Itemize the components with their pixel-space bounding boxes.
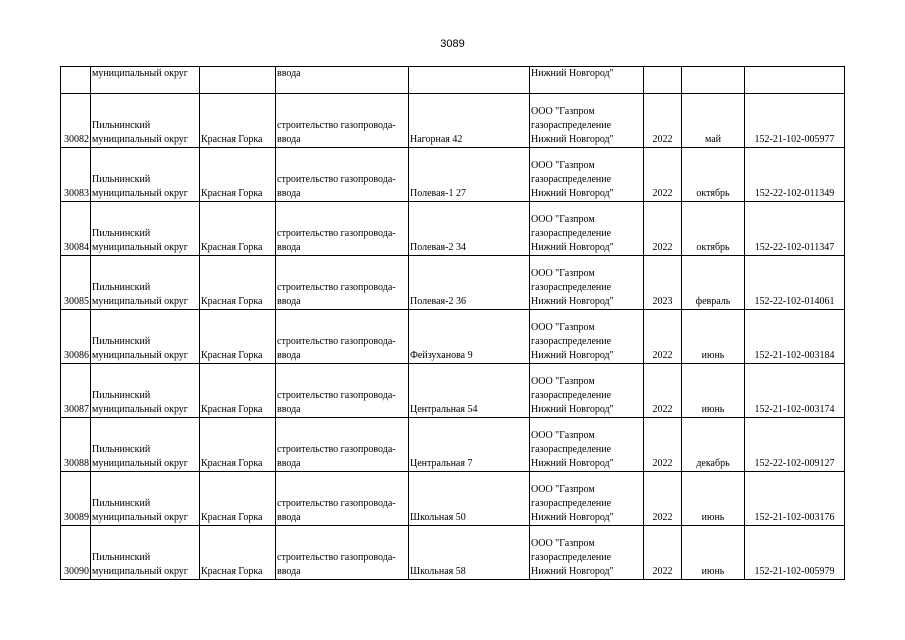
cell-year-text: 2022 [652,188,673,199]
cell-code [745,472,845,526]
cell-settlement-text: Красная Горка [201,566,263,577]
cell-work [276,94,409,148]
cell-num [61,418,91,472]
cell-month [682,94,745,148]
cell-settlement [200,256,276,310]
cell-district [91,418,200,472]
cell-code [745,418,845,472]
cell-address-text: Центральная 54 [410,404,478,415]
cell-address-text: Школьная 50 [410,512,466,523]
cell-month-text: октябрь [696,242,730,253]
cell-code-text: 152-21-102-003174 [754,404,835,415]
cell-month [682,67,745,94]
cell-year [644,202,682,256]
cell-num-text: 30082 [64,134,89,145]
cell-num-text: 30086 [64,350,89,361]
cell-num [61,202,91,256]
cell-org-text: ООО "Газпром газораспределение Нижний Новгород" [531,214,614,253]
cell-year [644,472,682,526]
cell-num [61,364,91,418]
cell-year [644,67,682,94]
cell-num-text: 30088 [64,458,89,469]
cell-code [745,364,845,418]
cell-work-text: строительство газопровода- ввода [277,444,396,469]
cell-org-text: ООО "Газпром газораспределение Нижний Новгород" [531,106,614,145]
cell-month [682,202,745,256]
cell-district [91,364,200,418]
cell-num [61,256,91,310]
cell-settlement [200,67,276,94]
cell-num-text: 30087 [64,404,89,415]
cell-address-text: Полевая-2 34 [410,242,466,253]
cell-work [276,202,409,256]
cell-month [682,364,745,418]
cell-district [91,256,200,310]
cell-year [644,148,682,202]
cell-code [745,256,845,310]
cell-month-text: июнь [701,566,725,577]
cell-work-text: строительство газопровода- ввода [277,552,396,577]
cell-year-text: 2022 [652,566,673,577]
cell-year-text: 2022 [652,134,673,145]
cell-district-text: Пильнинский муниципальный округ [92,336,188,361]
cell-settlement-text: Красная Горка [201,242,263,253]
cell-code-text: 152-22-102-009127 [754,458,835,469]
cell-address [409,310,530,364]
cell-year [644,310,682,364]
cell-district [91,202,200,256]
cell-code-text: 152-21-102-005979 [754,566,835,577]
cell-district-text: Пильнинский муниципальный округ [92,120,188,145]
cell-address [409,202,530,256]
cell-address-text: Нагорная 42 [410,134,463,145]
cell-work-text: строительство газопровода- ввода [277,336,396,361]
cell-address [409,418,530,472]
cell-num [61,472,91,526]
cell-org [530,418,644,472]
cell-org [530,202,644,256]
table-row [61,364,845,418]
cell-work [276,256,409,310]
cell-code-text: 152-21-102-003176 [754,512,835,523]
continuation-row [61,67,845,94]
table-row [61,94,845,148]
cell-district-text: Пильнинский муниципальный округ [92,390,188,415]
cell-month-text: октябрь [696,188,730,199]
cell-year-text: 2022 [652,242,673,253]
cell-year-text: 2022 [652,404,673,415]
cell-settlement-text: Красная Горка [201,188,263,199]
cell-org [530,364,644,418]
cell-settlement [200,418,276,472]
cell-year [644,364,682,418]
cell-org-text: ООО "Газпром газораспределение Нижний Новгород" [531,160,614,199]
cell-code [745,94,845,148]
cell-settlement [200,94,276,148]
cell-address [409,472,530,526]
cell-num-text: 30090 [64,566,89,577]
cell-work: ввода [276,67,409,94]
cell-month [682,526,745,580]
cell-address [409,148,530,202]
cell-settlement-text: Красная Горка [201,134,263,145]
table-row [61,310,845,364]
cell-month [682,472,745,526]
cell-code-text: 152-22-102-011349 [754,188,835,199]
cell-month-text: декабрь [696,458,730,469]
cell-work-text: строительство газопровода- ввода [277,390,396,415]
cell-settlement-text: Красная Горка [201,404,263,415]
cell-org [530,94,644,148]
cell-district [91,310,200,364]
cell-district [91,148,200,202]
cell-settlement [200,526,276,580]
cell-month-text: июнь [701,350,725,361]
cell-month [682,256,745,310]
page-number: 3089 [440,38,465,50]
cell-district-text: Пильнинский муниципальный округ [92,174,188,199]
cell-org [530,148,644,202]
cell-num-text: 30084 [64,242,89,253]
cell-work-text: строительство газопровода- ввода [277,228,396,253]
cell-year-text: 2022 [652,350,673,361]
cell-month-text: май [704,134,722,145]
cell-settlement [200,364,276,418]
cell-settlement [200,148,276,202]
cell-settlement-text: Красная Горка [201,458,263,469]
cell-year [644,418,682,472]
cell-work-text: строительство газопровода- ввода [277,282,396,307]
cell-year-text: 2022 [652,512,673,523]
cell-district [91,526,200,580]
cell-num-text: 30085 [64,296,89,307]
cell-num [61,67,91,94]
cell-month-text: февраль [695,296,731,307]
cell-code-text: 152-22-102-011347 [754,242,835,253]
cell-address-text: Школьная 58 [410,566,466,577]
cell-year-text: 2023 [652,296,673,307]
cell-work-text: строительство газопровода- ввода [277,120,396,145]
registry-table [60,66,845,580]
cell-district [91,94,200,148]
cell-code-text: 152-21-102-005977 [754,134,835,145]
cell-district-text: Пильнинский муниципальный округ [92,282,188,307]
cell-work [276,418,409,472]
cell-address-text: Полевая-1 27 [410,188,466,199]
cell-org-text: ООО "Газпром газораспределение Нижний Новгород" [531,322,614,361]
cell-org [530,526,644,580]
cell-num [61,526,91,580]
table-row [61,148,845,202]
cell-district [91,472,200,526]
cell-code [745,202,845,256]
registry-body [61,67,845,580]
table-row [61,472,845,526]
cell-month [682,148,745,202]
cell-settlement [200,310,276,364]
cell-org-text: ООО "Газпром газораспределение Нижний Новгород" [531,430,614,469]
table-row [61,526,845,580]
cell-org [530,256,644,310]
cell-settlement [200,472,276,526]
cell-district-text: Пильнинский муниципальный округ [92,228,188,253]
cell-month-text: июнь [701,512,725,523]
table-row [61,256,845,310]
cell-num [61,310,91,364]
cell-district-text: Пильнинский муниципальный округ [92,552,188,577]
cell-month-text: июнь [701,404,725,415]
cell-address-text: Фейзуханова 9 [410,350,473,361]
cell-num-text: 30083 [64,188,89,199]
cell-year [644,526,682,580]
cell-work [276,364,409,418]
cell-settlement-text: Красная Горка [201,512,263,523]
cell-num [61,148,91,202]
cell-district-text: Пильнинский муниципальный округ [92,498,188,523]
table-row [61,418,845,472]
cell-address [409,364,530,418]
cell-district-text: Пильнинский муниципальный округ [92,444,188,469]
cell-org-text: ООО "Газпром газораспределение Нижний Новгород" [531,268,614,307]
cell-district: муниципальный округ [91,67,200,94]
cell-org-text: ООО "Газпром газораспределение Нижний Новгород" [531,538,614,577]
cell-month [682,418,745,472]
cell-address [409,67,530,94]
cell-org-text: ООО "Газпром газораспределение Нижний Новгород" [531,376,614,415]
cell-code [745,310,845,364]
cell-work [276,148,409,202]
cell-work-text: строительство газопровода- ввода [277,174,396,199]
cell-org: Нижний Новгород" [530,67,644,94]
cell-address-text: Центральная 7 [410,458,473,469]
cell-settlement-text: Красная Горка [201,350,263,361]
table-row [61,202,845,256]
cell-code-text: 152-22-102-014061 [754,296,835,307]
cell-address [409,256,530,310]
cell-address-text: Полевая-2 36 [410,296,466,307]
cell-code [745,526,845,580]
cell-year-text: 2022 [652,458,673,469]
cell-work-text: строительство газопровода- ввода [277,498,396,523]
cell-num-text: 30089 [64,512,89,523]
cell-month [682,310,745,364]
cell-address [409,94,530,148]
cell-code-text: 152-21-102-003184 [754,350,835,361]
cell-code [745,67,845,94]
cell-org [530,310,644,364]
cell-settlement-text: Красная Горка [201,296,263,307]
cell-year [644,256,682,310]
cell-org-text: ООО "Газпром газораспределение Нижний Новгород" [531,484,614,523]
cell-year [644,94,682,148]
cell-code [745,148,845,202]
cell-work [276,526,409,580]
cell-work [276,310,409,364]
cell-work [276,472,409,526]
cell-address [409,526,530,580]
cell-org [530,472,644,526]
cell-num [61,94,91,148]
cell-settlement [200,202,276,256]
